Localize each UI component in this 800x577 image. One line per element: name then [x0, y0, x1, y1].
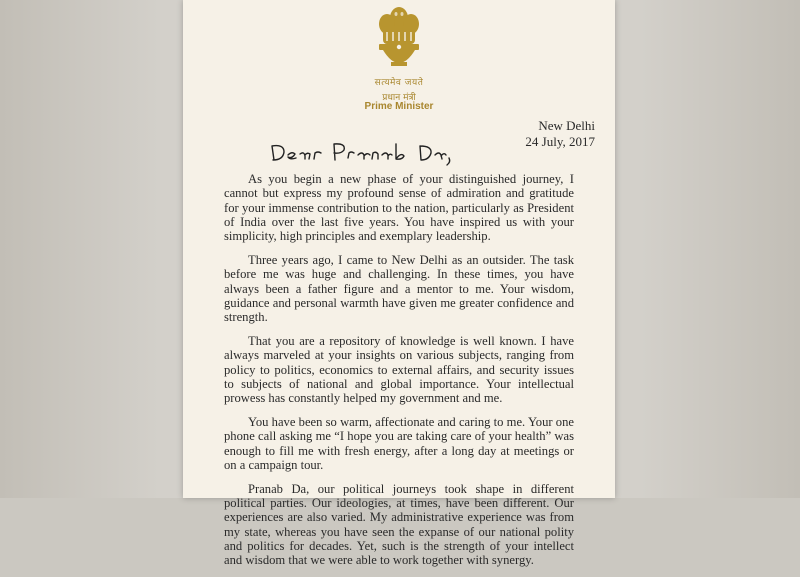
paragraph-1: As you begin a new phase of your distinguished journey, I cannot but express my profound sense of admiration and gratitude for your immense contribution to the nation, particularly as President of India over the last five years. You have inspired us with your simplicity, high principles and exemplary leadership.: [224, 172, 574, 244]
paragraph-4: You have been so warm, affectionate and caring to me. Your one phone call asking me “I hope you are taking care of your health” was enough to fill me with fresh energy, after a long day at meetings or on a campaign tour.: [224, 414, 574, 472]
place-date-block: [525, 118, 595, 150]
paragraph-3: That you are a repository of knowledge is well known. I have always marveled at your insights on various subjects, ranging from policy to politics, economics to external affairs, and security issues to subjects of national and global importance. Your intellectual prowess has constantly helped my government and me.: [224, 333, 574, 406]
letter-body: [224, 172, 574, 577]
handwritten-salutation: [268, 138, 468, 168]
letter-page: [183, 0, 615, 568]
paragraph-5: Pranab Da, our political journeys took shape in different political parties. Our ideologies, at times, have been different. Our experiences are also varied. My administrative experience was from my state, whereas you have seen the expanse of our national polity and politics for decades. Yet, such is the strength of your intellect and wisdom that we were able to work together with synergy.: [224, 481, 574, 568]
paragraph-2: Three years ago, I came to New Delhi as an outsider. The task before me was huge and challenging. In these times, you have always been a father figure and a mentor to me. Your wisdom, guidance and personal warmth have given me greater confidence and strength.: [224, 252, 574, 325]
place: New Delhi: [538, 118, 595, 133]
national-emblem-icon: [373, 4, 425, 86]
office-title-hindi: प्रधान मंत्री: [382, 93, 416, 103]
office-title: Prime Minister: [364, 101, 434, 112]
date: 24 July, 2017: [525, 134, 595, 149]
emblem-motto: सत्यमेव जयते: [374, 78, 424, 88]
